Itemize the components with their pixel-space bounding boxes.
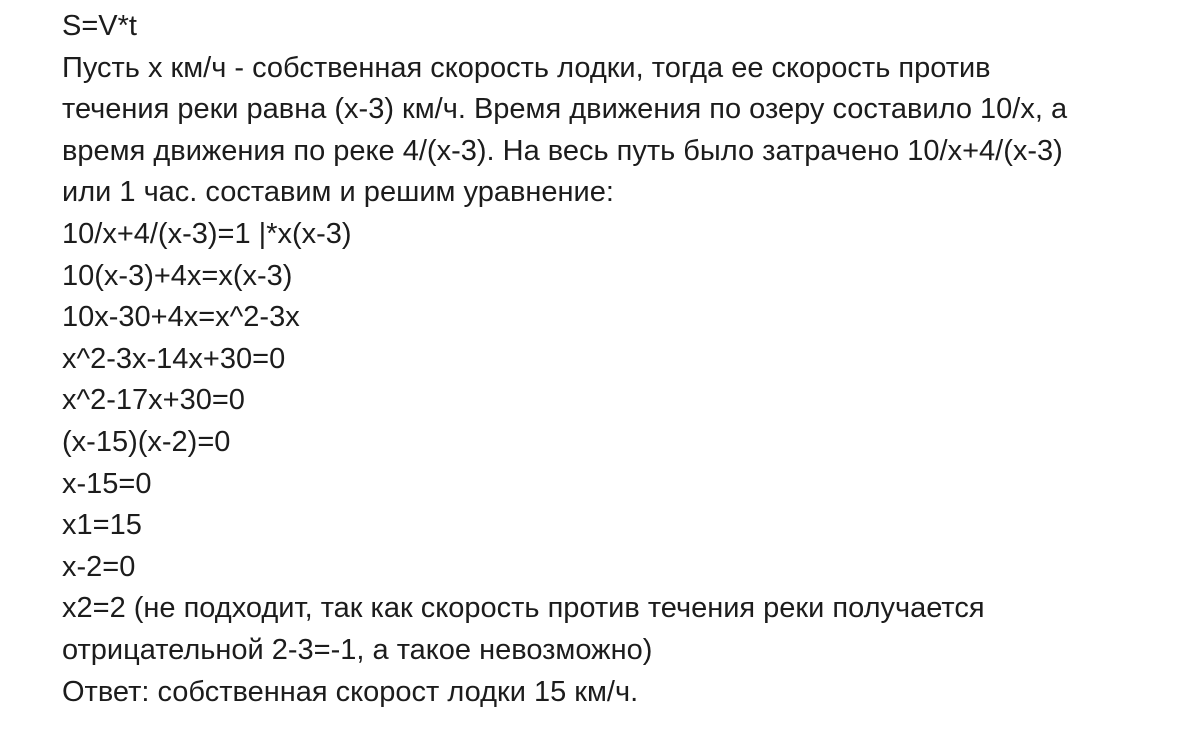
equation-line: x-2=0 (62, 550, 136, 583)
text-line: отрицательной 2-3=-1, а такое невозможно) (62, 633, 653, 666)
solution-text (62, 0, 1182, 713)
answer-line: Ответ: собственная скорост лодки 15 км/ч. (62, 675, 639, 708)
text-line: время движения по реке 4/(x-3). На весь путь было затрачено 10/x+4/(x-3) (62, 134, 1063, 167)
text-line: x2=2 (не подходит, так как скорость против течения реки получается (62, 592, 985, 625)
text-line: течения реки равна (x-3) км/ч. Время движения по озеру составило 10/x, а (62, 93, 1068, 126)
equation-line: (x-15)(x-2)=0 (62, 425, 231, 458)
formula-line: S=V*t (62, 10, 137, 42)
equation-line: x^2-3x-14x+30=0 (62, 342, 286, 375)
equation-line: 10/x+4/(x-3)=1 |*x(x-3) (62, 217, 352, 250)
equation-line: x1=15 (62, 509, 142, 542)
equation-line: 10(x-3)+4x=x(x-3) (62, 259, 293, 292)
equation-line: 10x-30+4x=x^2-3x (62, 301, 300, 334)
equation-line: x^2-17x+30=0 (62, 384, 245, 417)
equation-line: x-15=0 (62, 467, 152, 500)
text-line: Пусть x км/ч - собственная скорость лодки, тогда ее скорость против (62, 51, 991, 84)
text-line: или 1 час. составим и решим уравнение: (62, 176, 614, 209)
